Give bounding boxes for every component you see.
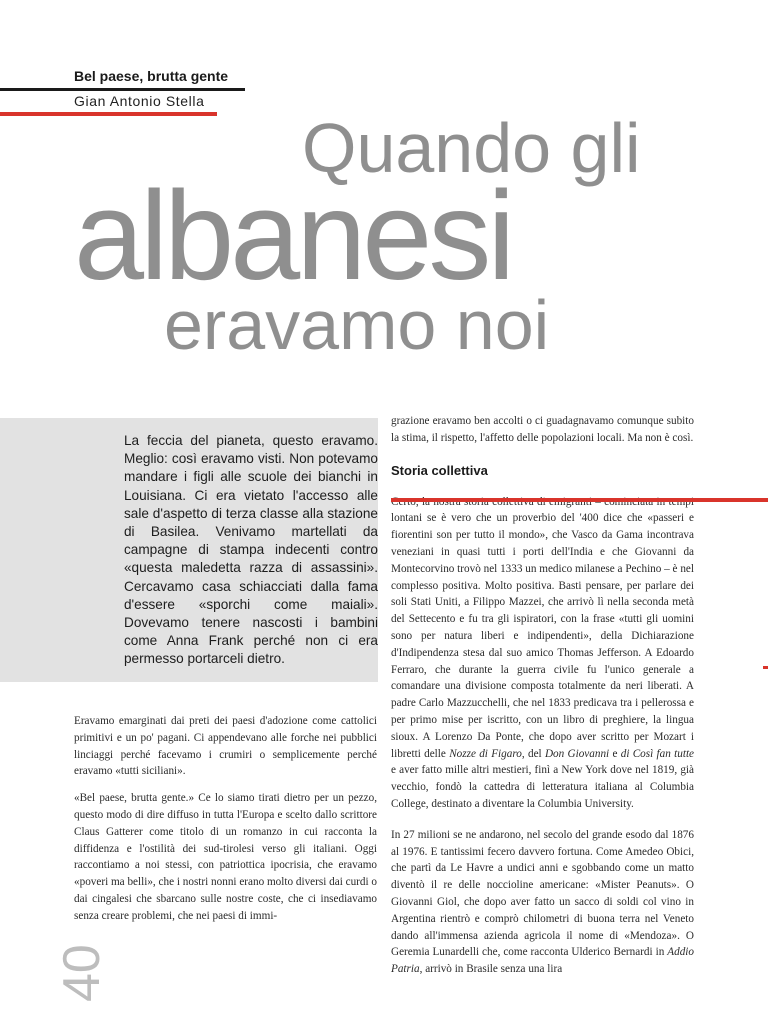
page-number: 40 (53, 944, 111, 1002)
left-paragraph-2: «Bel paese, brutta gente.» Ce lo siamo tirati dietro per un pezzo, questo modo di dire diffuso in tutta l'Europa e scelto dallo scrittore Claus Gatterer come titolo di un romanzo in cui racconta la diffidenza e l'ostilità dei sud-tirolesi verso gli italiani. Oggi raccontiamo a noi stessi, con patriottica ipocrisia, che eravamo «poveri ma belli», che i nostri nonni erano molto diversi dai curdi o dai cingalesi che sbarcano sulle nostre coste, che ci insediavamo senza creare problemi, che nei paesi di immi- (74, 792, 377, 922)
section-rule-red (391, 498, 768, 502)
right-paragraph-1 (391, 494, 694, 813)
right-paragraph-2 (391, 827, 694, 978)
title-nozze-di-figaro: Nozze di Figaro (449, 747, 522, 760)
title-cosi-fan-tutte: di Così fan tutte (620, 747, 695, 760)
intro-box (0, 418, 378, 682)
margin-marker (763, 666, 768, 669)
title-line-2: albanesi (74, 165, 512, 306)
left-column (74, 713, 377, 925)
paragraph-1-tail: e aver fatto mille altri mestieri, finì a New York dove nel 1819, già vecchio, fondò la cattedra di letteratura italiana al Columbia College, destinato a diventare la Columbia University. (391, 764, 694, 810)
header-rule-black (0, 88, 245, 91)
right-continuation: grazione eravamo ben accolti o ci guadagnavamo comunque subito la stima, il rispetto, l'affetto delle popolazioni locali. Ma non è così. (391, 415, 694, 444)
paragraph-1-connector-2: e (609, 747, 621, 760)
title-don-giovanni: Don Giovanni (544, 747, 610, 760)
title-line-3: eravamo noi (164, 286, 550, 364)
intro-text: La feccia del pianeta, questo eravamo. Meglio: così eravamo visti. Non potevamo mandare i figli alle scuole dei bianchi in Louisiana. Ci era vietato l'accesso alle sale d'aspetto di terza classe alla stazione di Basilea. Venivamo martellati da campagne di stampa indecenti contro «questa maledetta razza di assassini». Cercavamo casa schiacciati dalla fama d'essere «sporchi come maiali». Dovevamo tenere nascosti i bambini come Anna Frank perché non ci era permesso portarceli dietro. (124, 433, 378, 667)
header-rule-red (0, 112, 217, 116)
title-addio-patria: Addio Patria (391, 946, 694, 976)
paragraph-2-tail: , arrivò in Brasile senza una lira (419, 963, 563, 976)
paragraph-1-text: lontani se è vero che un proverbio del '400 dice che «passeri e fiorentini son per tutto il mondo», che Vasco da Gama incontrava veneziani in quasi tutti i porti dell'India e che Giovanni da Montecorvino trovò nel 1333 un medico milanese a Pechino – è nel complesso positiva. Molto positiva. Basti pensare, per parlare dei soli Stati Uniti, a Filippo Mazzei, che arrivò lì nella seconda metà del Settecento e fu tra gli ispiratori, con la frase «tutti gli uomini sono per natura liberi e indipendenti», della Dichiarazione d'Indipendenza stesa dal suo amico Thomas Jefferson. A Edoardo Ferraro, che durante la guerra civile fu l'unico generale a comandare una divisione composta totalmente da neri liberati. A padre Carlo Mazzucchelli, che nel 1833 predicava tra i pellerossa e per primo mise per iscritto, con un libro di preghiere, la lingua sioux. A Lorenzo Da Ponte, che dopo aver scritto per Mozart i libretti delle (391, 512, 694, 760)
series-title: Bel paese, brutta gente (74, 68, 229, 84)
title-line-1: Quando gli (302, 109, 641, 187)
author-name: Gian Antonio Stella (74, 93, 205, 109)
left-paragraph-1: Eravamo emarginati dai preti dei paesi d'adozione come cattolici primitivi e un po' pagani. Ci appendevano alle forche nei pubblici linciaggi perché facevamo i crumiri o semplicemente perché eravamo «tutti siciliani». (74, 715, 377, 778)
section-heading: Storia collettiva (391, 462, 488, 478)
paragraph-1-connector-1: , del (521, 747, 545, 760)
paragraph-2-text: In 27 milioni se ne andarono, nel secolo del grande esodo dal 1876 al 1976. E tantissimi fecero davvero fortuna. Come Amedeo Obici, che partì da Le Havre a undici anni e sgobbando come un matto diventò il re delle noccioline americane: «Mister Peanuts». O Giovanni Giol, che dopo aver fatto un sacco di soldi col vino in Argentina rientrò e comprò chilometri di buona terra nel Veneto dando all'immensa azienda agricola il nome di «Mendoza». O Geremia Lunardelli che, come racconta Ulderico Bernardi in (391, 828, 694, 959)
